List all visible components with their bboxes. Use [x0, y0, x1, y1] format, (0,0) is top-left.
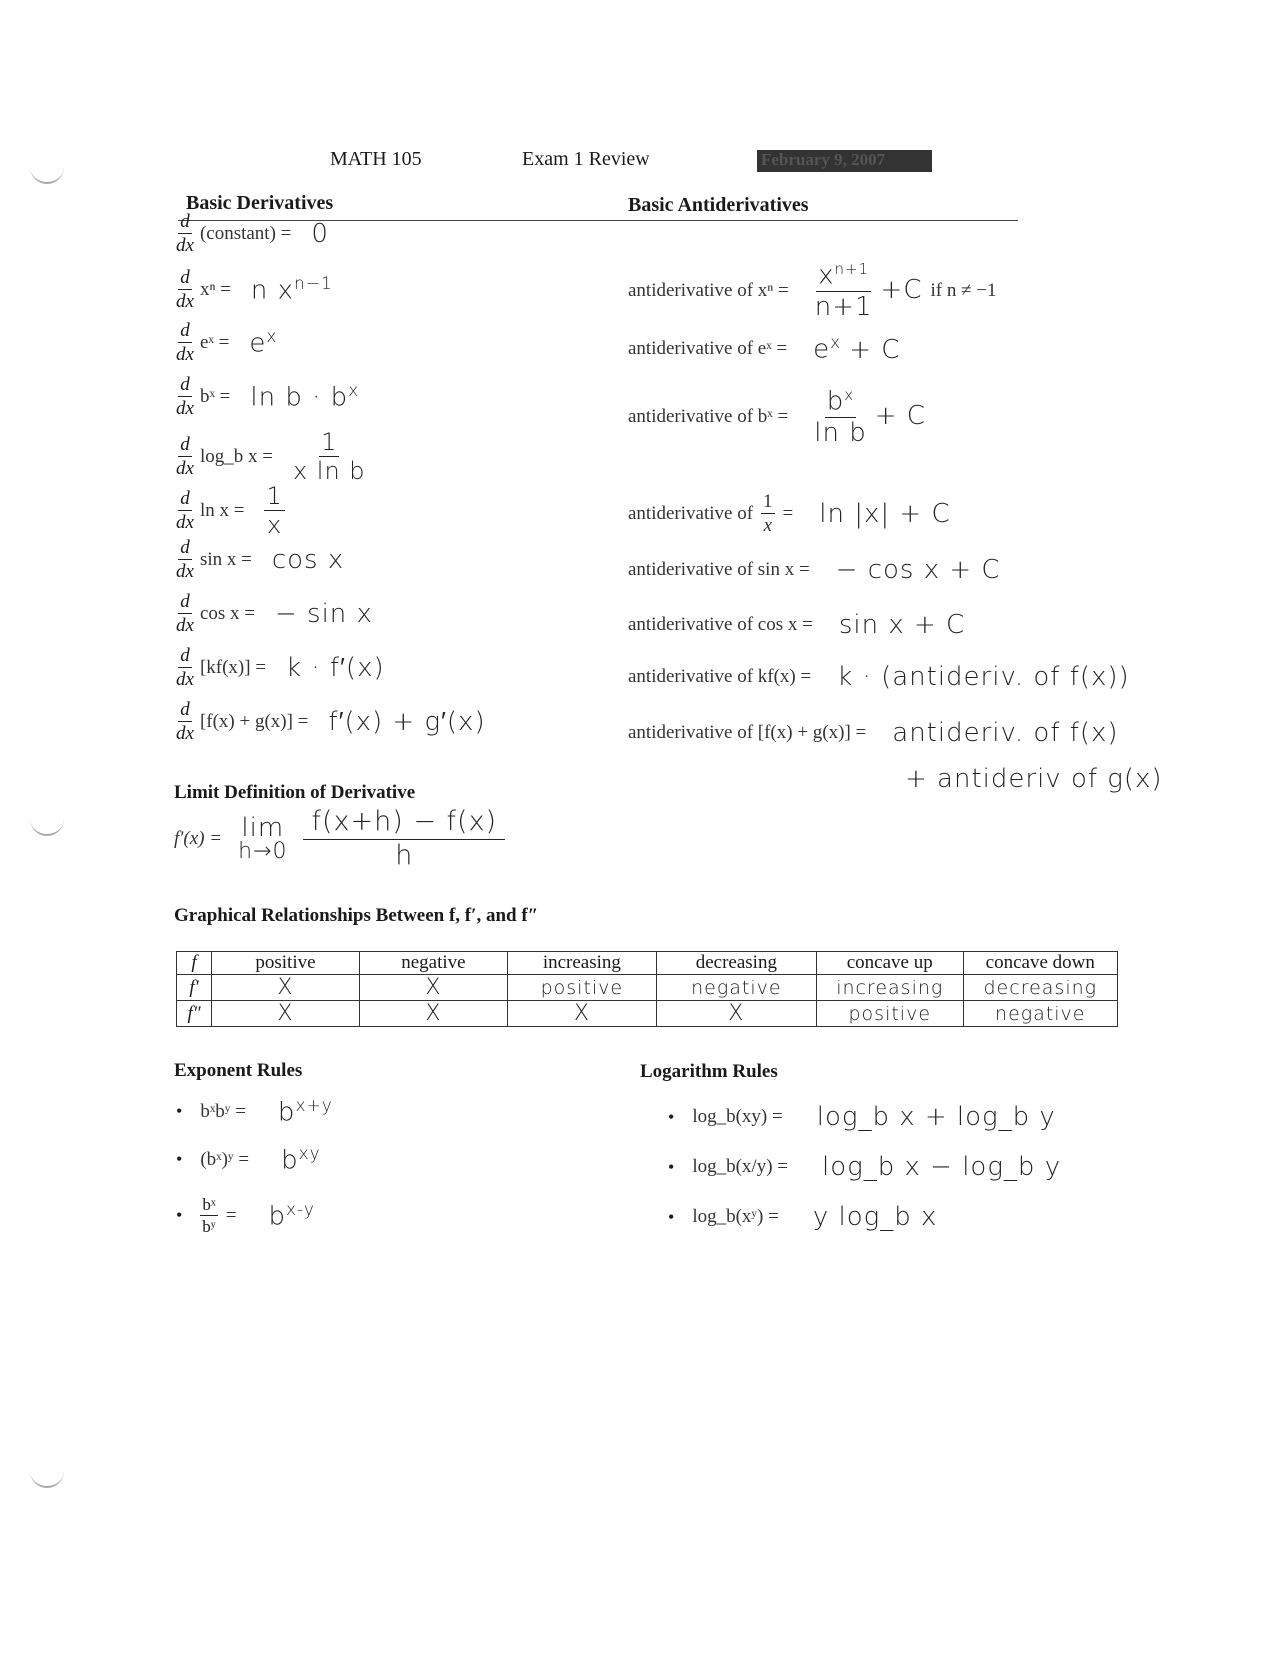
exponent-rules-heading: Exponent Rules	[174, 1060, 303, 1081]
derivative-row	[176, 268, 333, 311]
ddx-operator-den: dx	[176, 669, 194, 690]
ddx-operator-den: dx	[176, 398, 194, 419]
punch-hole-bottom	[30, 1470, 64, 1488]
ddx-operator	[176, 268, 194, 311]
graphical-row-label: f″	[177, 1001, 212, 1027]
antiderivative-row	[628, 610, 965, 640]
log-rule	[668, 1202, 937, 1232]
antiderivative-row	[628, 388, 926, 446]
ddx-operator-den: dx	[176, 615, 194, 636]
antiderivative-row	[628, 333, 900, 365]
exponent-rule-expression: • bˣbʸ =	[200, 1100, 246, 1122]
antiderivative-expression-fraction-den: x	[763, 515, 772, 536]
graphical-table	[176, 951, 1118, 1027]
ddx-operator-den: dx	[176, 561, 194, 582]
ddx-operator-num: d	[180, 374, 190, 395]
derivative-answer-fraction	[293, 430, 366, 483]
derivative-row	[176, 538, 344, 581]
graphical-cell: positive	[508, 975, 657, 1001]
antiderivative-answer-line2: + antideriv of g(x)	[905, 764, 1163, 794]
derivative-answer-text: e	[249, 328, 267, 359]
ddx-operator	[176, 489, 194, 532]
antiderivative-answer-num: $x^{n+1}$	[818, 260, 870, 291]
derivative-answer	[264, 484, 284, 537]
graphical-cell: X	[508, 1001, 657, 1027]
graphical-cell: negative	[963, 1001, 1117, 1027]
derivative-answer	[293, 430, 366, 483]
equals-sign: =	[225, 1204, 237, 1226]
derivative-answer	[249, 327, 277, 359]
antiderivative-row	[628, 262, 997, 320]
antiderivative-answer-text: ln |x| + C	[819, 498, 951, 529]
derivative-expression: xⁿ =	[199, 278, 231, 300]
antiderivative-answer	[819, 499, 950, 529]
exponent-rule-expression-den: bʸ	[202, 1217, 216, 1236]
exponent-rule	[176, 1096, 333, 1128]
exponent-rule	[176, 1144, 321, 1176]
antiderivative-answer-tail: + C	[874, 401, 926, 432]
ddx-operator-num: d	[180, 488, 190, 509]
derivative-answer	[250, 381, 359, 413]
exponent-rule-answer	[278, 1096, 333, 1128]
lim-label: lim	[241, 812, 285, 843]
antiderivative-expression-fraction-num: 1	[763, 491, 773, 512]
difference-quotient	[303, 808, 505, 869]
antiderivative-answer-num-sup: n+1	[834, 260, 870, 278]
derivative-answer-text: − sin x	[274, 598, 373, 629]
antiderivative-answer-num: $b^x$	[826, 386, 855, 417]
ddx-operator-num: d	[180, 699, 190, 720]
antiderivative-row	[628, 492, 951, 535]
exponent-rule	[176, 1196, 315, 1235]
derivative-answer-text: f′(x) + g′(x)	[328, 707, 486, 737]
exponent-rule-answer-text: b	[268, 1201, 286, 1232]
graphical-cell: positive	[816, 1001, 963, 1027]
ddx-operator	[176, 538, 194, 581]
course-title: MATH 105	[330, 148, 422, 170]
log-rules-heading: Logarithm Rules	[640, 1061, 778, 1082]
antiderivative-answer-den: ln b	[814, 417, 867, 448]
derivative-row	[176, 646, 385, 689]
antiderivative-expression: antiderivative of [f(x) + g(x)] =	[628, 722, 867, 743]
derivative-row	[176, 430, 366, 483]
antiderivative-expression: antiderivative of sin x =	[628, 559, 810, 580]
graphical-row-fprime	[177, 975, 1118, 1001]
antiderivative-expression: antiderivative of cos x =	[628, 614, 813, 635]
derivative-answer-fraction	[264, 484, 284, 537]
exponent-rule-answer	[268, 1200, 314, 1232]
derivative-expression: (constant) =	[199, 222, 292, 244]
antiderivative-answer-fraction	[814, 388, 866, 446]
derivative-answer-fraction-den: x ln b	[292, 457, 366, 485]
graphical-cell: negative	[656, 975, 816, 1001]
derivative-expression: eˣ =	[199, 331, 230, 353]
antiderivative-answer-fraction	[815, 262, 873, 320]
exponent-rule-answer-text: b	[281, 1145, 299, 1176]
antiderivative-expression: antiderivative of bˣ =	[628, 405, 789, 427]
page-header	[330, 148, 422, 171]
exponent-rule-answer	[281, 1144, 321, 1176]
derivative-answer-sup: n−1	[294, 273, 333, 294]
log-rule	[668, 1102, 1056, 1132]
limit-def-expression	[174, 808, 505, 869]
ddx-operator-den: dx	[176, 235, 194, 256]
ddx-operator-num: d	[180, 591, 190, 612]
graphical-cell: X	[656, 1001, 816, 1027]
antiderivative-expression: antiderivative of xⁿ =	[628, 279, 789, 301]
exponent-rule-expression: • (bˣ)ʸ =	[200, 1148, 250, 1170]
graphical-cell: X	[359, 975, 507, 1001]
graphical-col-header: negative	[359, 952, 507, 975]
derivative-answer-sup: x	[266, 326, 278, 347]
derivative-answer	[286, 652, 385, 683]
graphical-cell: X	[212, 1001, 360, 1027]
graphical-row-label: f′	[177, 975, 212, 1001]
derivative-answer	[275, 599, 373, 629]
graphical-cell: X	[359, 1001, 507, 1027]
derivative-expression: log_b x =	[199, 445, 273, 467]
antiderivative-expression: antiderivative of kf(x) =	[628, 666, 812, 687]
redacted-date: February 9, 2007	[757, 150, 932, 172]
limit-def-lhs: f′(x) =	[174, 827, 223, 849]
graphical-col-header: concave up	[816, 952, 963, 975]
ddx-operator	[176, 592, 194, 635]
ddx-operator	[176, 700, 194, 743]
derivative-row	[176, 700, 486, 743]
antiderivative-answer	[813, 333, 900, 365]
ddx-operator-num: d	[180, 537, 190, 558]
limit-def-heading: Limit Definition of Derivative	[174, 782, 416, 803]
graphical-header-row	[177, 952, 1118, 975]
antiderivative-expression: antiderivative of	[628, 502, 754, 524]
exponent-rule-answer-sup: x-y	[285, 1199, 315, 1220]
ddx-operator-num: d	[180, 434, 190, 455]
log-rule-expression: • log_b(xʸ) =	[692, 1206, 779, 1227]
ddx-operator-num: d	[180, 211, 190, 232]
derivative-answer	[272, 545, 344, 575]
exponent-rule-answer-sup: xy	[298, 1144, 321, 1164]
antiderivative-answer-text: − cos x + C	[835, 555, 1001, 585]
punch-hole-middle	[30, 818, 64, 836]
antiderivative-row	[628, 662, 1130, 692]
exponent-rule-expression	[200, 1196, 217, 1235]
antiderivative-answer-text: k · (antideriv. of f(x))	[837, 662, 1130, 692]
exam-title: Exam 1 Review	[522, 148, 650, 170]
antiderivative-answer	[837, 662, 1129, 692]
derivative-answer-text: 0	[311, 218, 329, 249]
antiderivative-answer-text: antideriv. of f(x)	[892, 718, 1119, 748]
derivative-row	[176, 375, 359, 418]
exponent-rule-answer-text: b	[277, 1097, 296, 1128]
antiderivative-expression: antiderivative of eˣ =	[628, 337, 788, 359]
log-rule-expression: • log_b(xy) =	[692, 1106, 783, 1127]
derivative-row	[176, 592, 373, 635]
derivative-expression: [f(x) + g(x)] =	[199, 710, 309, 732]
derivatives-heading: Basic Derivatives	[186, 192, 334, 214]
antiderivative-expression-fraction	[761, 492, 775, 535]
ddx-operator	[176, 321, 194, 364]
graphical-col-header: positive	[212, 952, 360, 975]
graphical-col-header: f	[177, 952, 212, 975]
antiderivative-answer-den: n+1	[814, 291, 873, 322]
derivative-row	[176, 212, 329, 255]
lim-subscript: h→0	[238, 838, 288, 864]
antiderivative-condition: if n ≠ −1	[930, 279, 997, 301]
derivative-expression: [kf(x)] =	[199, 656, 267, 678]
antiderivative-answer-text: e	[813, 334, 831, 365]
derivative-answer-text: k · f′(x)	[286, 653, 385, 683]
equals-sign: =	[782, 502, 794, 524]
antiderivative-answer-tail: +C	[880, 275, 923, 306]
ddx-operator-den: dx	[176, 512, 194, 533]
graphical-col-header: decreasing	[656, 952, 816, 975]
exponent-rule-expression-num: • bˣ	[202, 1195, 216, 1214]
ddx-operator	[176, 375, 194, 418]
graphical-row-fdoubleprime	[177, 1001, 1118, 1027]
graphical-col-header: concave down	[963, 952, 1117, 975]
antiderivative-row	[628, 718, 1119, 748]
ddx-operator-num: d	[180, 320, 190, 341]
antiderivative-answer-text: sin x + C	[838, 610, 966, 640]
ddx-operator-num: d	[180, 645, 190, 666]
derivative-row	[176, 484, 285, 537]
antiderivative-answer	[836, 555, 1001, 585]
log-rule-answer: log_b x + log_b y	[816, 1102, 1056, 1132]
limit-operator	[238, 812, 288, 864]
derivative-expression: ln x =	[199, 499, 245, 521]
antiderivatives-heading: Basic Antiderivatives	[628, 194, 809, 216]
derivative-answer-fraction-num: 1	[266, 482, 283, 510]
ddx-operator	[176, 646, 194, 689]
derivative-expression: cos x =	[199, 602, 255, 624]
log-rule	[668, 1152, 1061, 1182]
antiderivative-row	[628, 555, 1001, 585]
antiderivative-answer	[815, 262, 923, 320]
exponent-rule-answer-sup: x+y	[295, 1096, 333, 1116]
antiderivative-answer	[839, 610, 965, 640]
log-rule-expression: • log_b(x/y) =	[692, 1156, 788, 1177]
graphical-cell: X	[212, 975, 360, 1001]
antiderivative-answer-tail: + C	[849, 334, 901, 365]
derivative-answer	[311, 219, 329, 249]
graphical-cell: increasing	[816, 975, 963, 1001]
punch-hole-top	[30, 166, 64, 184]
graphical-col-header: increasing	[508, 952, 657, 975]
derivative-answer-fraction-num: 1	[321, 428, 338, 456]
derivative-answer-text: cos x	[271, 544, 345, 575]
derivative-answer-text: ln b · b	[250, 382, 349, 413]
difference-quotient-num: f(x+h) − f(x)	[303, 808, 505, 840]
antiderivative-answer	[892, 718, 1118, 748]
antiderivative-answer-num-sup: x	[844, 386, 855, 404]
graphical-cell: decreasing	[963, 975, 1117, 1001]
derivative-answer-text: n x	[250, 275, 295, 306]
ddx-operator-num: d	[180, 267, 190, 288]
derivative-answer-fraction-den: x	[266, 511, 283, 539]
antiderivative-answer-sup: x	[830, 333, 842, 353]
derivative-row	[176, 321, 277, 364]
derivative-expression: sin x =	[199, 548, 252, 570]
ddx-operator-den: dx	[176, 291, 194, 312]
difference-quotient-den: h	[395, 840, 414, 871]
ddx-operator-den: dx	[176, 458, 194, 479]
ddx-operator	[176, 435, 194, 478]
derivative-answer	[251, 274, 333, 306]
ddx-operator-den: dx	[176, 723, 194, 744]
derivative-expression: bˣ =	[199, 385, 231, 407]
graphical-heading: Graphical Relationships Between f, f′, and f″	[174, 905, 539, 926]
ddx-operator-den: dx	[176, 344, 194, 365]
derivative-answer-sup: x	[348, 380, 360, 401]
antiderivative-answer	[814, 388, 926, 446]
log-rule-answer: log_b x − log_b y	[822, 1152, 1062, 1182]
derivative-answer	[328, 706, 485, 737]
log-rule-answer: y log_b x	[812, 1202, 938, 1232]
ddx-operator	[176, 212, 194, 255]
